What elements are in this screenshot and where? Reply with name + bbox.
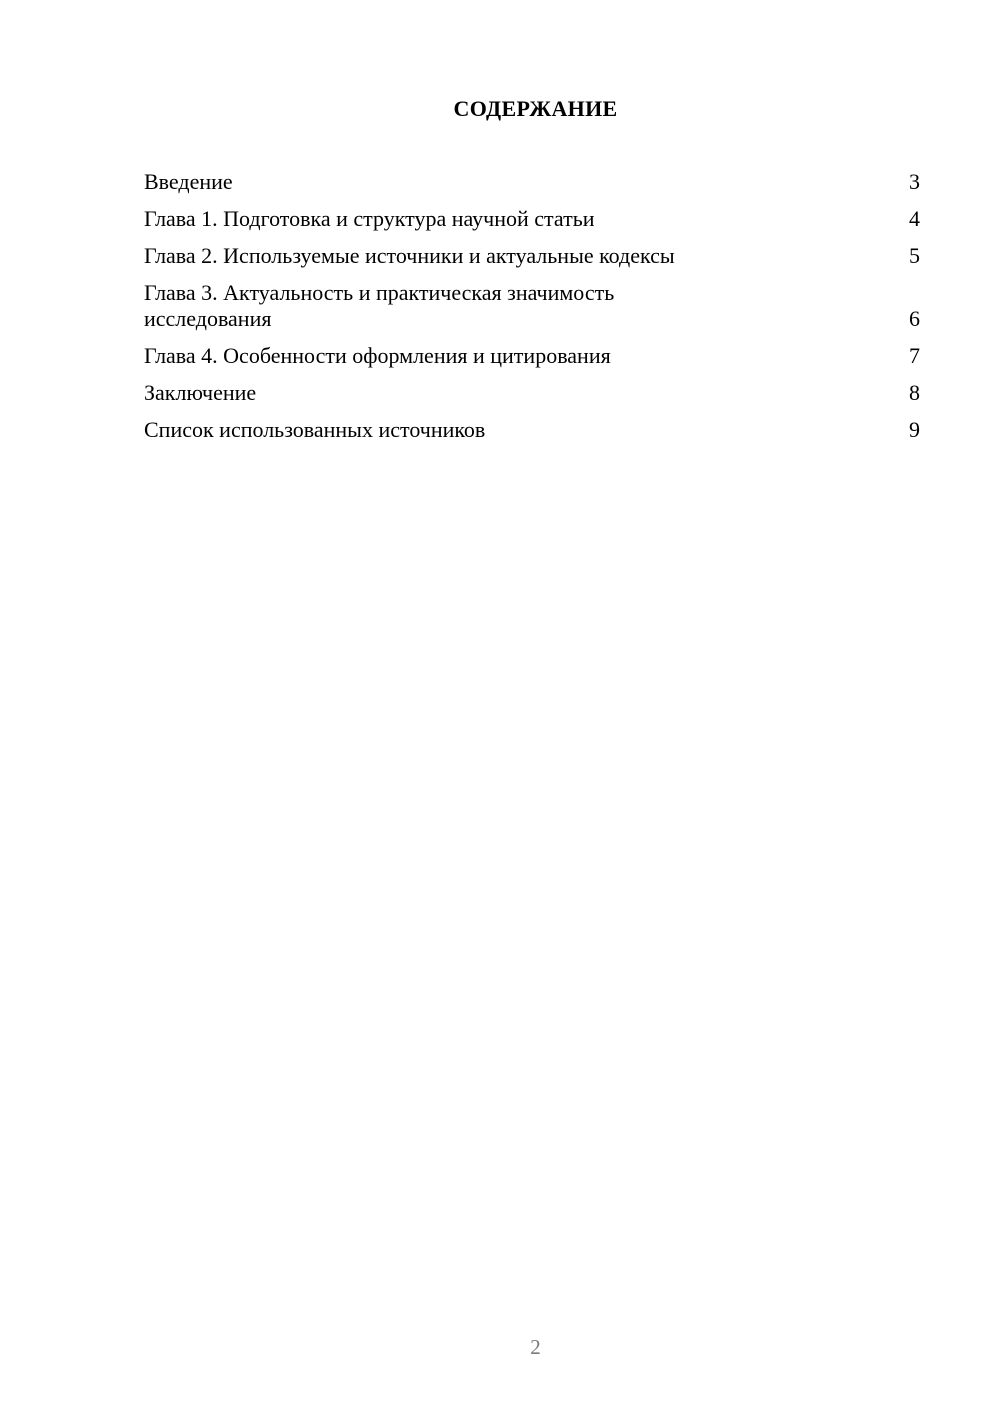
toc-entry-label: Глава 2. Используемые источники и актуальные кодексы: [144, 243, 675, 268]
toc-entry-page: 3: [909, 169, 920, 194]
toc-entry-page: 8: [909, 380, 920, 405]
toc-entry-chapter-2: [144, 243, 920, 269]
toc-entry-page: 7: [909, 343, 920, 368]
toc-entry-label: Глава 4. Особенности оформления и цитирования: [144, 343, 611, 368]
toc-entry-page: 9: [909, 417, 920, 442]
toc-entry-chapter-4: [144, 343, 920, 369]
toc-entry-conclusion: [144, 380, 920, 406]
toc-entry-label: Глава 1. Подготовка и структура научной статьи: [144, 206, 595, 231]
page-number: 2: [530, 1335, 541, 1359]
toc-entry-chapter-3: [144, 280, 920, 332]
toc-title: СОДЕРЖАНИЕ: [453, 96, 618, 121]
toc-entry-label: Глава 3. Актуальность и практическая значимость исследования: [144, 280, 615, 331]
toc-entry-chapter-1: [144, 206, 920, 232]
toc-entry-page: 5: [909, 243, 920, 268]
toc-entry-references: [144, 417, 920, 443]
table-of-contents: [144, 169, 920, 454]
toc-entry-label: Введение: [144, 169, 233, 194]
toc-entry-page: 6: [909, 306, 920, 331]
toc-entry-label: Заключение: [144, 380, 257, 405]
toc-entry-introduction: [144, 169, 920, 195]
toc-entry-page: 4: [909, 206, 920, 231]
toc-entry-label: Список использованных источников: [144, 417, 486, 442]
